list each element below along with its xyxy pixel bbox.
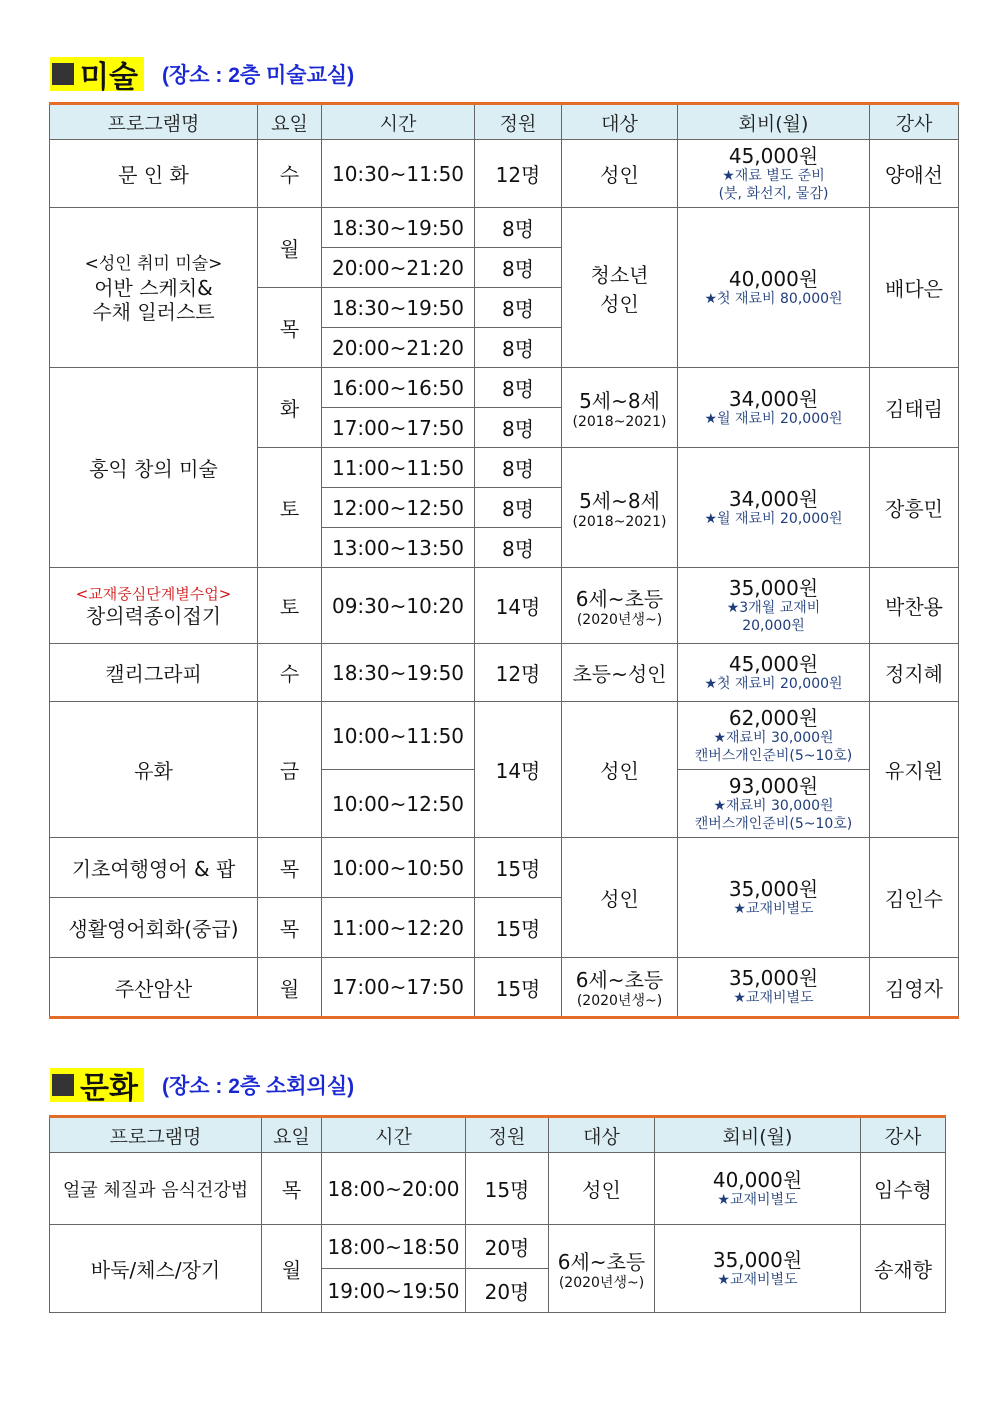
teacher-cell: 박찬용 [870, 568, 959, 644]
fee-note: ★교재비별도 [733, 900, 814, 917]
capacity-cell: 8명 [475, 368, 562, 408]
day-cell: 목 [258, 898, 322, 958]
fee-note: ★교재비별도 [717, 1271, 798, 1288]
header-target: 대상 [549, 1117, 655, 1153]
fee-cell [678, 702, 870, 770]
fee-amount: 40,000원 [728, 266, 819, 291]
header-program: 프로그램명 [50, 1117, 262, 1153]
table-row [50, 838, 959, 898]
header-fee: 회비(월) [655, 1117, 861, 1153]
capacity-cell: 15명 [475, 958, 562, 1018]
capacity-cell: 8명 [475, 248, 562, 288]
time-cell: 11:00~11:50 [322, 448, 475, 488]
header-capacity: 정원 [475, 104, 562, 140]
fee-cell [678, 140, 870, 208]
program-name [50, 568, 258, 644]
capacity-cell: 20명 [466, 1269, 549, 1313]
table-row [50, 368, 959, 408]
program-name: 캘리그라피 [50, 644, 258, 702]
time-cell: 17:00~17:50 [322, 408, 475, 448]
fee-note: ★재료 별도 준비 [722, 167, 825, 184]
teacher-cell: 김영자 [870, 958, 959, 1018]
fee-amount: 45,000원 [728, 651, 819, 676]
day-cell: 수 [258, 140, 322, 208]
time-cell: 10:00~12:50 [322, 770, 475, 838]
art-schedule-table [49, 102, 959, 1019]
target-cell [562, 368, 678, 448]
target-cell [562, 208, 678, 368]
header-program: 프로그램명 [50, 104, 258, 140]
target-cell: 초등~성인 [562, 644, 678, 702]
fee-cell [678, 644, 870, 702]
fee-note: 캔버스개인준비(5~10호) [694, 815, 853, 832]
time-cell: 18:30~19:50 [322, 208, 475, 248]
day-cell: 토 [258, 568, 322, 644]
target-cell [562, 568, 678, 644]
fee-amount: 34,000원 [728, 486, 819, 511]
art-section-title: 미술 [80, 60, 138, 95]
culture-section-location: (장소 : 2층 소회의실) [161, 1075, 355, 1098]
fee-cell [678, 838, 870, 958]
header-capacity: 정원 [466, 1117, 549, 1153]
time-cell: 11:00~12:20 [322, 898, 475, 958]
day-cell: 월 [258, 208, 322, 288]
target-line: 성인 [600, 291, 639, 316]
teacher-cell: 정지혜 [870, 644, 959, 702]
target-cell [562, 448, 678, 568]
fee-note: ★재료비 30,000원 [713, 797, 834, 814]
table-row [50, 644, 959, 702]
target-line: 5세~8세 [579, 488, 660, 513]
time-cell: 17:00~17:50 [322, 958, 475, 1018]
fee-amount: 62,000원 [728, 705, 819, 730]
time-cell: 20:00~21:20 [322, 248, 475, 288]
teacher-cell: 장흥민 [870, 448, 959, 568]
capacity-cell: 8명 [475, 288, 562, 328]
culture-section-title: 문화 [80, 1071, 138, 1106]
teacher-cell: 송재향 [861, 1225, 946, 1313]
fee-amount: 93,000원 [728, 773, 819, 798]
program-name: 주산암산 [50, 958, 258, 1018]
fee-cell [678, 958, 870, 1018]
program-name: 생활영어회화(중급) [50, 898, 258, 958]
fee-note: ★교재비별도 [733, 990, 814, 1006]
fee-amount: 34,000원 [728, 386, 819, 411]
table-row [50, 958, 959, 1018]
time-cell: 19:00~19:50 [322, 1269, 466, 1313]
fee-amount: 40,000원 [712, 1167, 803, 1192]
fee-note: 캔버스개인준비(5~10호) [694, 747, 853, 764]
capacity-cell: 14명 [475, 568, 562, 644]
target-subline: (2020년생~) [576, 611, 663, 628]
program-name: 문 인 화 [50, 140, 258, 208]
fee-note: 20,000원 [742, 617, 805, 634]
fee-cell [678, 770, 870, 838]
target-subline: (2018~2021) [572, 413, 667, 430]
target-subline: (2020년생~) [576, 993, 663, 1009]
capacity-cell: 8명 [475, 208, 562, 248]
fee-cell [678, 448, 870, 568]
capacity-cell: 20명 [466, 1225, 549, 1269]
header-fee: 회비(월) [678, 104, 870, 140]
square-bullet-icon [52, 1074, 74, 1096]
day-cell: 수 [258, 644, 322, 702]
teacher-cell: 양애선 [870, 140, 959, 208]
target-cell: 성인 [562, 140, 678, 208]
culture-section-tag [50, 1068, 144, 1106]
day-cell: 목 [258, 288, 322, 368]
capacity-cell: 8명 [475, 328, 562, 368]
table-row [50, 208, 959, 248]
fee-note: ★첫 재료비 80,000원 [704, 290, 843, 307]
day-cell: 화 [258, 368, 322, 448]
program-name [50, 208, 258, 368]
header-time: 시간 [322, 104, 475, 140]
teacher-cell: 유지원 [870, 702, 959, 838]
capacity-cell: 8명 [475, 528, 562, 568]
teacher-cell: 임수형 [861, 1153, 946, 1225]
teacher-cell: 배다은 [870, 208, 959, 368]
capacity-cell: 15명 [466, 1153, 549, 1225]
target-line: 청소년 [590, 262, 649, 287]
day-cell: 토 [258, 448, 322, 568]
fee-cell [655, 1225, 861, 1313]
target-line: 6세~초등 [575, 968, 664, 992]
fee-note: ★첫 재료비 20,000원 [704, 675, 843, 692]
fee-cell [678, 568, 870, 644]
target-cell: 성인 [549, 1153, 655, 1225]
capacity-cell: 12명 [475, 644, 562, 702]
day-cell: 목 [258, 838, 322, 898]
fee-note: ★월 재료비 20,000원 [704, 410, 843, 427]
fee-amount: 35,000원 [712, 1247, 803, 1272]
time-cell: 10:00~11:50 [322, 702, 475, 770]
capacity-cell: 15명 [475, 898, 562, 958]
table-row [50, 568, 959, 644]
time-cell: 18:30~19:50 [322, 644, 475, 702]
fee-cell [655, 1153, 861, 1225]
header-teacher: 강사 [870, 104, 959, 140]
capacity-cell: 8명 [475, 488, 562, 528]
culture-schedule-table [49, 1115, 946, 1313]
table-header-row [50, 1117, 946, 1153]
target-cell [549, 1225, 655, 1313]
target-subline: (2020년생~) [558, 1274, 645, 1291]
program-name: 홍익 창의 미술 [50, 368, 258, 568]
fee-amount: 35,000원 [728, 966, 819, 990]
fee-note: (붓, 화선지, 물감) [718, 185, 829, 202]
target-line: 6세~초등 [575, 586, 664, 611]
time-cell: 10:30~11:50 [322, 140, 475, 208]
capacity-cell: 12명 [475, 140, 562, 208]
fee-amount: 35,000원 [728, 876, 819, 901]
time-cell: 09:30~10:20 [322, 568, 475, 644]
program-name: 얼굴 체질과 음식건강법 [50, 1153, 262, 1225]
capacity-cell: 14명 [475, 702, 562, 838]
time-cell: 18:00~18:50 [322, 1225, 466, 1269]
time-cell: 10:00~10:50 [322, 838, 475, 898]
fee-cell [678, 368, 870, 448]
capacity-cell: 8명 [475, 408, 562, 448]
day-cell: 목 [262, 1153, 322, 1225]
program-line: 어반 스케치& [94, 275, 213, 300]
fee-cell [678, 208, 870, 368]
capacity-cell: 15명 [475, 838, 562, 898]
table-row [50, 702, 959, 770]
art-section-location: (장소 : 2층 미술교실) [161, 64, 355, 87]
teacher-cell: 김태림 [870, 368, 959, 448]
table-row [50, 1153, 946, 1225]
fee-note: ★월 재료비 20,000원 [704, 510, 843, 527]
program-line: 수채 일러스트 [92, 299, 215, 324]
time-cell: 16:00~16:50 [322, 368, 475, 408]
fee-amount: 45,000원 [728, 143, 819, 168]
target-line: 5세~8세 [579, 388, 660, 413]
art-section-header [50, 57, 355, 95]
time-cell: 13:00~13:50 [322, 528, 475, 568]
table-row [50, 1225, 946, 1269]
program-line: 창의력종이접기 [85, 604, 222, 628]
target-cell: 성인 [562, 838, 678, 958]
program-name: 유화 [50, 702, 258, 838]
square-bullet-icon [52, 63, 74, 85]
fee-note: ★재료비 30,000원 [713, 729, 834, 746]
table-row [50, 140, 959, 208]
header-day: 요일 [258, 104, 322, 140]
target-cell [562, 958, 678, 1018]
art-section-tag [50, 57, 144, 95]
day-cell: 금 [258, 702, 322, 838]
program-subtitle: <교재중심단계별수업> [75, 585, 232, 603]
header-teacher: 강사 [861, 1117, 946, 1153]
header-time: 시간 [322, 1117, 466, 1153]
teacher-cell: 김인수 [870, 838, 959, 958]
time-cell: 18:00~20:00 [322, 1153, 466, 1225]
table-header-row [50, 104, 959, 140]
target-cell: 성인 [562, 702, 678, 838]
target-subline: (2018~2021) [572, 513, 667, 530]
fee-amount: 35,000원 [728, 575, 819, 600]
time-cell: 20:00~21:20 [322, 328, 475, 368]
fee-note: ★교재비별도 [717, 1191, 798, 1208]
program-subtitle: <성인 취미 미술> [84, 253, 223, 274]
fee-note: ★3개월 교재비 [726, 599, 821, 616]
header-target: 대상 [562, 104, 678, 140]
time-cell: 12:00~12:50 [322, 488, 475, 528]
day-cell: 월 [262, 1225, 322, 1313]
capacity-cell: 8명 [475, 448, 562, 488]
program-name: 바둑/체스/장기 [50, 1225, 262, 1313]
target-line: 6세~초등 [557, 1249, 646, 1274]
header-day: 요일 [262, 1117, 322, 1153]
program-name: 기초여행영어 & 팝 [50, 838, 258, 898]
time-cell: 18:30~19:50 [322, 288, 475, 328]
culture-section-header [50, 1068, 355, 1106]
day-cell: 월 [258, 958, 322, 1018]
